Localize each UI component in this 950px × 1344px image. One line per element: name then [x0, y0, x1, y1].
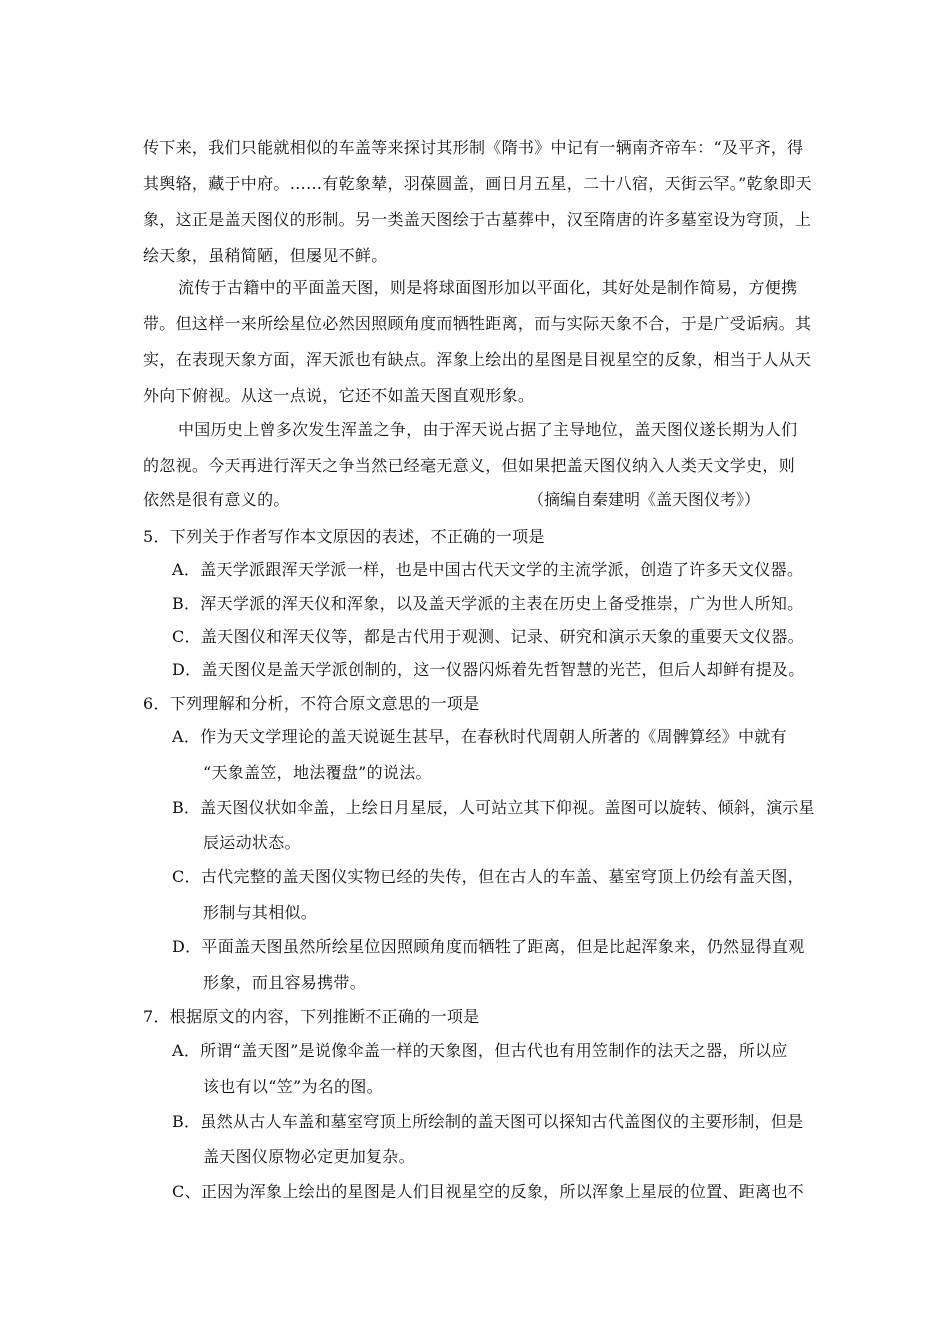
passage-line: 依然是很有意义的。 [143, 490, 290, 509]
question-7-option-a: A．所谓“盖天图”是说像伞盖一样的天象图，但古代也有用笠制作的法天之器，所以应 [172, 1041, 788, 1060]
question-7-option-a-cont: 该也有以“笠”为名的图。 [203, 1077, 383, 1096]
question-6-option-c-cont: 形制与其相似。 [203, 903, 318, 922]
question-7-option-b: B．虽然从古人车盖和墓室穹顶上所绘制的盖天图可以探知古代盖图仪的主要形制，但是 [172, 1112, 804, 1131]
question-6-option-b: B．盖天图仪状如伞盖，上绘日月星辰，人可站立其下仰视。盖图可以旋转、倾斜，演示星 [172, 798, 815, 817]
question-6-option-a: A．作为天文学理论的盖天说诞生甚早，在春秋时代周朝人所著的《周髀算经》中就有 [172, 727, 787, 746]
question-5-option-a: A．盖天学派跟浑天学派一样，也是中国古代天文学的主流学派，创造了许多天文仪器。 [172, 560, 804, 579]
passage-line: 中国历史上曾多次发生浑盖之争，由于浑天说占据了主导地位，盖天图仪遂长期为人们 [178, 420, 798, 439]
question-5-option-c: C．盖天图仪和浑天仪等，都是古代用于观测、记录、研究和演示天象的重要天文仪器。 [172, 627, 804, 646]
question-6-option-a-cont: “天象盖笠，地法覆盘”的说法。 [203, 763, 432, 782]
passage-source: （摘编自秦建明《盖天图仪考》） [528, 490, 761, 509]
question-5-stem: 5．下列关于作者写作本文原因的表述，不正确的一项是 [143, 527, 545, 546]
question-7-option-c: C、正因为浑象上绘出的星图是人们目视星空的反象，所以浑象上星辰的位置、距离也不 [172, 1182, 804, 1201]
question-6-option-b-cont: 辰运动状态。 [203, 833, 301, 852]
question-6-stem: 6．下列理解和分析，不符合原文意思的一项是 [143, 694, 480, 713]
passage-line: 带。但这样一来所绘星位必然因照顾角度而牺牲距离，而与实际天象不合，于是广受诟病。其 [143, 314, 812, 333]
passage-line: 其舆辂，藏于中府。……有乾象辇，羽葆圆盖，画日月五星，二十八宿，天街云罕。”乾象即天 [143, 174, 812, 193]
question-6-option-d: D．平面盖天图虽然所绘星位因照顾角度而牺牲了距离，但是比起浑象来，仍然显得直观 [172, 937, 805, 956]
passage-line: 传下来，我们只能就相似的车盖等来探讨其形制《隋书》中记有一辆南齐帝车：“及平齐，得 [143, 138, 804, 157]
passage-line: 实，在表现天象方面，浑天派也有缺点。浑象上绘出的星图是目视星空的反象，相当于人从天 [143, 350, 812, 369]
passage-line: 的忽视。今天再进行浑天之争当然已经毫无意义，但如果把盖天图仪纳入人类天文学史，则 [143, 456, 796, 475]
passage-line: 绘天象，虽稍简陋，但屡见不鲜。 [143, 246, 388, 265]
question-6-option-c: C．古代完整的盖天图仪实物已经的失传，但在古人的车盖、墓室穹顶上仍绘有盖天图， [172, 867, 804, 886]
passage-line: 象，这正是盖天图仪的形制。另一类盖天图绘于古墓葬中，汉至隋唐的许多墓室设为穹顶，上 [143, 210, 812, 229]
passage-line: 流传于古籍中的平面盖天图，则是将球面图形加以平面化，其好处是制作简易，方便携 [178, 278, 798, 297]
question-7-stem: 7．根据原文的内容，下列推断不正确的一项是 [143, 1007, 480, 1026]
question-7-option-b-cont: 盖天图仪原物必定更加复杂。 [203, 1147, 415, 1166]
question-6-option-d-cont: 形象，而且容易携带。 [203, 973, 367, 992]
question-5-option-b: B．浑天学派的浑天仪和浑象，以及盖天学派的主表在历史上备受推崇，广为世人所知。 [172, 594, 804, 613]
passage-line: 外向下俯视。从这一点说，它还不如盖天图直观形象。 [143, 386, 535, 405]
question-5-option-d: D．盖天图仪是盖天学派创制的，这一仪器闪烁着先哲智慧的光芒，但后人却鲜有提及。 [172, 660, 805, 679]
